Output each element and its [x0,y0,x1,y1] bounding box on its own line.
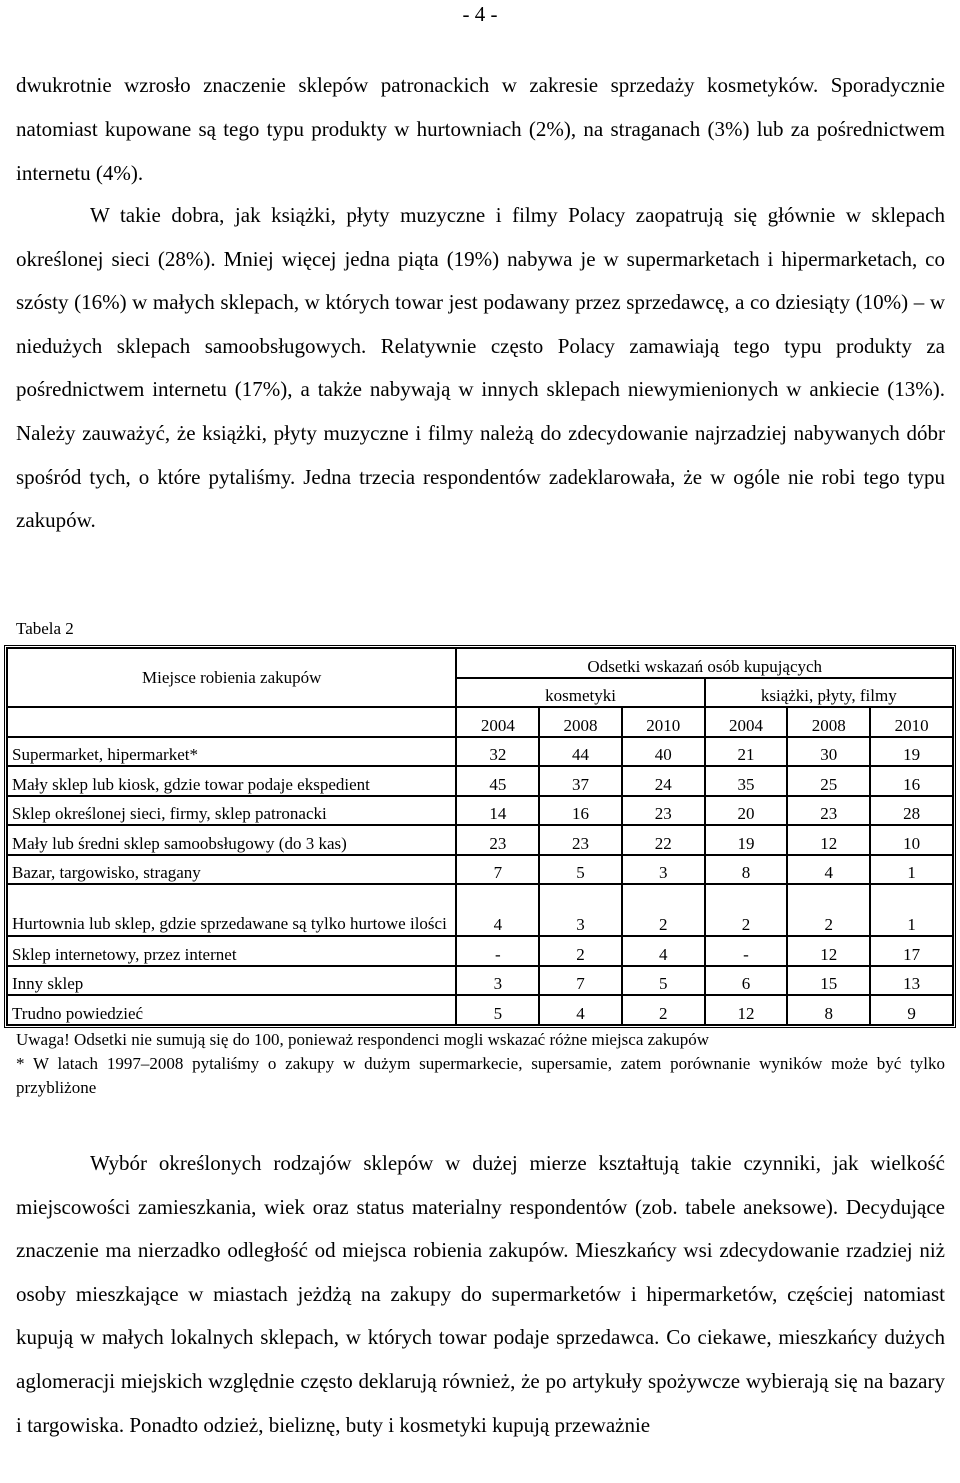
year-cell: 2004 [456,707,539,737]
value-cell: 44 [539,737,622,767]
shopping-places-table [4,645,956,1028]
value-cell: 23 [622,796,705,826]
value-cell: 5 [456,995,539,1025]
table-row [7,966,953,996]
value-cell: 2 [539,936,622,966]
header-empty-cell [7,707,456,737]
header-group: Odsetki wskazań osób kupujących [456,648,953,678]
year-cell: 2008 [539,707,622,737]
table-caption: Tabela 2 [16,619,74,638]
value-cell: 19 [870,737,953,767]
value-cell: 9 [870,995,953,1025]
paragraph-cosmetics-end: dwukrotnie wzrosło znaczenie sklepów patronackich w zakresie sprzedaży kosmetyków. Sporadycznie natomiast kupowane są tego typu produkty w hurtowniach (2%), na straganach (3%) lub za pośrednictwem internetu (4%). [16,73,945,185]
table-notes [16,1028,945,1100]
value-cell: 13 [870,966,953,996]
value-cell: 3 [456,966,539,996]
header-books: książki, płyty, filmy [705,678,953,708]
value-cell: 23 [456,825,539,855]
table-row [7,995,953,1025]
value-cell: 5 [622,966,705,996]
value-cell: 4 [539,995,622,1025]
value-cell: 10 [870,825,953,855]
page-number: - 4 - [462,2,498,26]
year-cell: 2010 [622,707,705,737]
value-cell: 16 [539,796,622,826]
value-cell: 3 [539,884,622,936]
value-cell: - [705,936,788,966]
value-cell: 45 [456,766,539,796]
value-cell: 16 [870,766,953,796]
table-row [7,737,953,767]
value-cell: 2 [622,995,705,1025]
row-label: Mały lub średni sklep samoobsługowy (do 3 kas) [7,825,456,855]
year-cell: 2008 [787,707,870,737]
table-row [7,825,953,855]
value-cell: 3 [622,855,705,885]
value-cell: 35 [705,766,788,796]
value-cell: 12 [705,995,788,1025]
table-row [7,766,953,796]
value-cell: 8 [705,855,788,885]
year-cell: 2010 [870,707,953,737]
year-cell: 2004 [705,707,788,737]
table-note-footnote: * W latach 1997–2008 pytaliśmy o zakupy w dużym supermarkecie, supersamie, zatem porównanie wyników może być tylko przybliżone [16,1054,945,1097]
value-cell: 1 [870,884,953,936]
header-cosmetics: kosmetyki [456,678,704,708]
value-cell: 12 [787,936,870,966]
value-cell: 40 [622,737,705,767]
value-cell: 17 [870,936,953,966]
value-cell: 1 [870,855,953,885]
table-row [7,884,953,936]
value-cell: 6 [705,966,788,996]
row-label: Sklep określonej sieci, firmy, sklep patronacki [7,796,456,826]
value-cell: 28 [870,796,953,826]
value-cell: 30 [787,737,870,767]
value-cell: 2 [622,884,705,936]
header-place: Miejsce robienia zakupów [7,648,456,707]
value-cell: 4 [622,936,705,966]
value-cell: 20 [705,796,788,826]
value-cell: 25 [787,766,870,796]
value-cell: 24 [622,766,705,796]
paragraph-shop-choice-factors: Wybór określonych rodzajów sklepów w dużej mierze kształtują takie czynniki, jak wielkość miejscowości zamieszkania, wiek oraz status materialny respondentów (zob. tabele aneksowe). Decydujące znaczenie ma nierzadko odległość od miejsca robienia zakupów. Mieszkańcy wsi zdecydowanie rzadziej niż osoby mieszkające w miastach jeżdżą na zakupy do supermarketów i hipermarketów, częściej natomiast kupują w małych lokalnych sklepach, w których towar podaje sprzedawca. Co ciekawe, mieszkańcy dużych aglomeracji miejskich względnie często deklarują również, że po artykuły spożywcze wybierają się na bazary i targowiska. Ponadto odzież, bieliznę, buty i kosmetyki kupują przeważnie [16,1151,945,1437]
value-cell: 4 [456,884,539,936]
value-cell: 5 [539,855,622,885]
row-label: Trudno powiedzieć [7,995,456,1025]
value-cell: 4 [787,855,870,885]
table-note-sum: Uwaga! Odsetki nie sumują się do 100, ponieważ respondenci mogli wskazać różne miejsca zakupów [16,1030,710,1049]
table-row [7,855,953,885]
value-cell: 14 [456,796,539,826]
row-label: Supermarket, hipermarket* [7,737,456,767]
value-cell: 37 [539,766,622,796]
value-cell: 15 [787,966,870,996]
row-label: Sklep internetowy, przez internet [7,936,456,966]
value-cell: 22 [622,825,705,855]
value-cell: 23 [787,796,870,826]
row-label: Bazar, targowisko, stragany [7,855,456,885]
value-cell: 2 [787,884,870,936]
value-cell: 7 [456,855,539,885]
row-label: Hurtownia lub sklep, gdzie sprzedawane są tylko hurtowe ilości [7,884,456,936]
table-row [7,796,953,826]
value-cell: 19 [705,825,788,855]
row-label: Mały sklep lub kiosk, gdzie towar podaje ekspedient [7,766,456,796]
header-years-row [7,707,953,737]
value-cell: 8 [787,995,870,1025]
value-cell: 23 [539,825,622,855]
value-cell: 12 [787,825,870,855]
value-cell: 21 [705,737,788,767]
value-cell: 7 [539,966,622,996]
paragraph-books-music-films: W takie dobra, jak książki, płyty muzyczne i filmy Polacy zaopatrują się głównie w sklepach określonej sieci (28%). Mniej więcej jedna piąta (19%) nabywa je w supermarketach i hipermarketach, co szósty (16%) w małych sklepach, w których towar jest podawany przez sprzedawcę, a co dziesiąty (10%) – w niedużych sklepach samoobsługowych. Relatywnie często Polacy zamawiają tego typu produkty za pośrednictwem internetu (17%), a także nabywają w innych sklepach niewymienionych w ankiecie (13%). Należy zauważyć, że książki, płyty muzyczne i filmy należą do zdecydowanie najrzadziej nabywanych dóbr spośród tych, o które pytaliśmy. Jedna trzecia respondentów zadeklarowała, że w ogóle nie robi tego typu zakupów. [16,203,945,533]
value-cell: 2 [705,884,788,936]
value-cell: - [456,936,539,966]
row-label: Inny sklep [7,966,456,996]
table-row [7,936,953,966]
value-cell: 32 [456,737,539,767]
